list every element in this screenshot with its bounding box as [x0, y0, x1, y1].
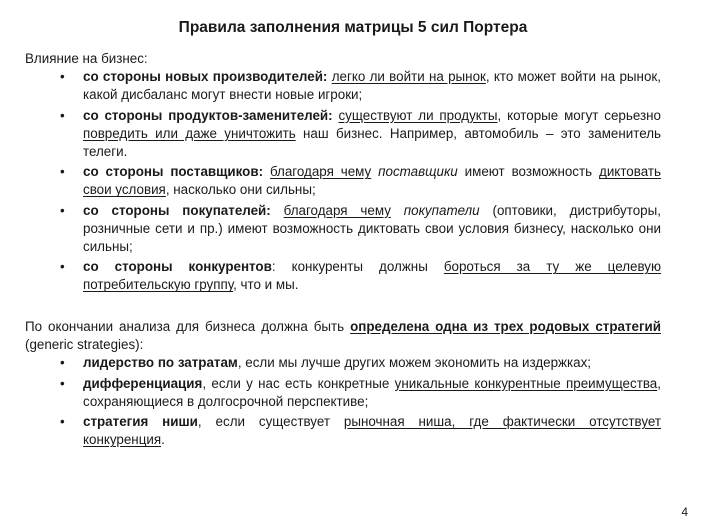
force-key-phrase: бороться за ту же целевую потребительскую группу [83, 259, 662, 293]
bullet-icon: • [60, 107, 65, 123]
force-buyers [25, 202, 661, 257]
strategy-niche [25, 413, 661, 449]
force-substitutes [25, 107, 661, 162]
force-text: (оптовики, дистрибуторы, розничные сети и пр.) имеют возможность диктовать свои условия бизнесу, насколько они сильны; [83, 202, 661, 255]
force-key-phrase: повредить или даже уничтожить [83, 125, 296, 141]
strategy-text: , если существует [197, 414, 344, 430]
force-text: , насколько они сильны; [165, 182, 316, 198]
force-text: наш бизнес. Например, автомобиль – это заменитель телеги. [83, 125, 661, 160]
force-label: со стороны конкурентов [83, 259, 272, 275]
force-label: со стороны покупателей: [83, 202, 271, 218]
force-label: со стороны поставщиков: [83, 164, 264, 180]
forces-list [25, 68, 661, 294]
force-actor: поставщики [378, 164, 458, 180]
strategy-label: дифференциация [83, 375, 203, 391]
strategy-cost-leadership [25, 354, 661, 372]
page-number: 4 [681, 504, 688, 519]
conclusion-text: По окончании анализа для бизнеса должна быть [25, 319, 351, 334]
force-key-phrase: существуют ли продукты [338, 107, 498, 123]
bullet-icon: • [60, 355, 65, 371]
bullet-icon: • [60, 259, 65, 275]
strategy-text: . [161, 432, 165, 448]
force-new-entrants [25, 68, 661, 104]
bullet-icon: • [60, 414, 65, 430]
strategy-text: , если мы лучше других можем экономить на издержках; [237, 355, 592, 371]
strategy-text: , если у нас есть конкретные [202, 375, 395, 391]
force-text: , что и мы. [233, 277, 299, 293]
force-text: : конкуренты должны [271, 259, 444, 275]
force-text: , кто может войти на рынок, какой дисбаланс могут внести новые игроки; [83, 69, 661, 103]
page-title: Правила заполнения матрицы 5 сил Портера [178, 19, 528, 36]
influence-heading: Влияние на бизнес: [25, 51, 148, 66]
strategy-key-phrase: рыночная ниша, где фактически отсутствует конкуренция [83, 414, 661, 448]
force-label: со стороны новых производителей: [83, 69, 328, 85]
strategies-list [25, 354, 661, 449]
force-competitors [25, 258, 661, 294]
force-suppliers [25, 163, 661, 199]
strategy-label: лидерство по затратам [83, 355, 238, 371]
force-label: со стороны продуктов-заменителей: [83, 107, 333, 123]
conclusion-text: (generic strategies): [25, 337, 144, 353]
force-text: , которые могут серьезно [497, 107, 661, 123]
force-key-phrase: диктовать свои условия [83, 164, 661, 198]
bullet-icon: • [60, 164, 65, 180]
force-key-phrase: легко ли войти на рынок [331, 69, 486, 85]
strategy-text: , сохраняющиеся в долгосрочной перспективе; [83, 375, 661, 409]
strategy-differentiation [25, 375, 661, 411]
conclusion-key-phrase: определена одна из трех родовых стратегий [350, 319, 661, 334]
strategy-label: стратегия ниши [83, 414, 198, 430]
force-text [391, 203, 404, 218]
forces-section [25, 50, 661, 297]
conclusion-paragraph [25, 318, 661, 354]
force-actor: покупатели [403, 202, 480, 218]
bullet-icon: • [60, 69, 65, 85]
force-key-phrase: благодаря чему [283, 202, 391, 218]
strategy-key-phrase: уникальные конкурентные преимущества [394, 375, 658, 391]
force-key-phrase: благодаря чему [269, 164, 372, 180]
force-text: имеют возможность [457, 164, 600, 180]
bullet-icon: • [60, 375, 65, 391]
bullet-icon: • [60, 202, 65, 218]
strategies-section [25, 318, 661, 451]
